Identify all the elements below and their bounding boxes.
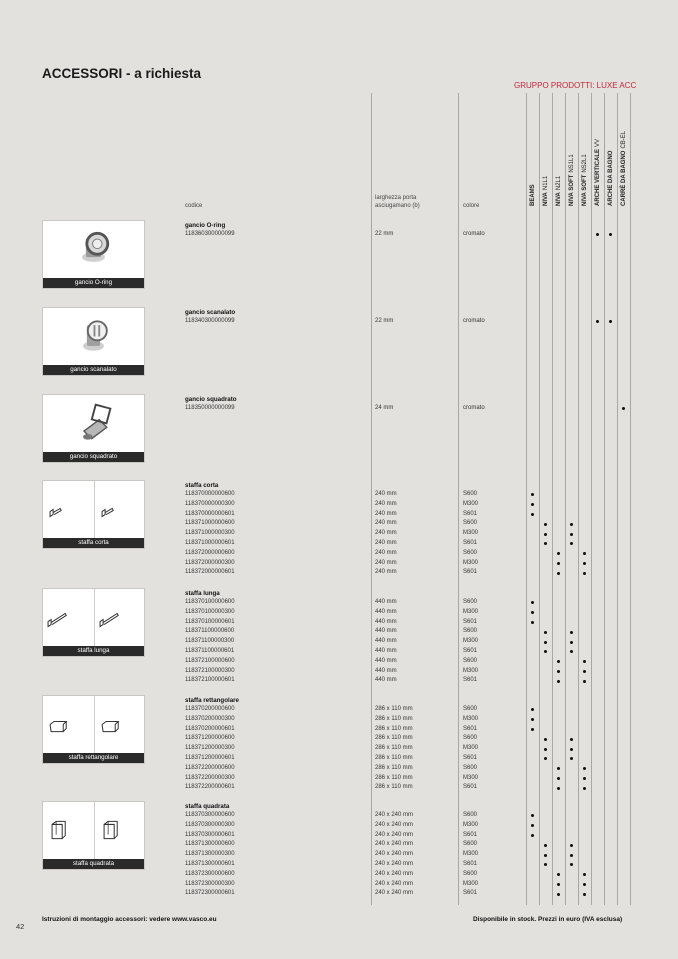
- towel-width: 440 mm: [375, 657, 397, 664]
- towel-width: 440 mm: [375, 667, 397, 674]
- towel-width: 240 mm: [375, 530, 397, 537]
- towel-width: 240 mm: [375, 540, 397, 546]
- finish-color: S601: [463, 831, 478, 838]
- product-code: 118371000000601: [185, 540, 235, 546]
- towel-width: 286 x 110 mm: [375, 774, 413, 781]
- model-column-header: [567, 106, 577, 206]
- finish-color: S601: [463, 648, 478, 654]
- product-image: [42, 480, 145, 549]
- product-image-caption: gancio O-ring: [43, 278, 144, 288]
- compatibility-dot: [570, 650, 573, 653]
- model-code: NS2L1: [582, 154, 588, 173]
- model-column-header: [619, 106, 629, 206]
- finish-color: S600: [463, 870, 478, 877]
- product-image-caption: gancio squadrato: [43, 452, 144, 462]
- towel-width: 440 mm: [375, 608, 397, 615]
- product-code: 118370100000601: [185, 618, 235, 625]
- compatibility-dot: [570, 631, 573, 634]
- model-column-header: [541, 106, 551, 206]
- finish-color: M300: [463, 559, 479, 566]
- compatibility-dot: [570, 523, 573, 526]
- compatibility-dot: [544, 854, 547, 857]
- finish-color: M300: [463, 880, 479, 887]
- product-code: 118370300000601: [185, 831, 235, 838]
- towel-width: 240 x 240 mm: [375, 851, 414, 858]
- model-column-divider: [526, 93, 527, 905]
- finish-color: M300: [463, 745, 479, 752]
- compatibility-dot: [609, 320, 612, 323]
- product-name: gancio squadrato: [185, 396, 237, 403]
- compatibility-dot: [544, 641, 547, 644]
- long-bracket-icon: [43, 589, 94, 646]
- compatibility-dot: [531, 503, 534, 506]
- model-column-header: [593, 106, 603, 206]
- compatibility-dot: [583, 552, 586, 555]
- finish-color: S601: [463, 725, 478, 732]
- product-code: 118372200000600: [185, 764, 235, 771]
- model-code: N2L1: [556, 175, 562, 191]
- finish-color: S600: [463, 657, 478, 664]
- finish-color: S600: [463, 599, 478, 605]
- product-image: [42, 695, 145, 764]
- product-image: [42, 220, 145, 289]
- compatibility-dot: [557, 893, 560, 896]
- finish-color: cromato: [463, 231, 485, 237]
- product-image-caption: gancio scanalato: [43, 365, 144, 375]
- product-code: 118371200000600: [185, 735, 235, 742]
- towel-width: 286 x 110 mm: [375, 784, 413, 791]
- product-image-caption: staffa corta: [43, 538, 144, 548]
- compatibility-dot: [583, 873, 586, 876]
- towel-width: 286 x 110 mm: [375, 725, 413, 732]
- rectangular-bracket-icon: [43, 696, 94, 753]
- towel-width: 286 x 110 mm: [375, 764, 413, 771]
- compatibility-dot: [583, 680, 586, 683]
- towel-width: 240 x 240 mm: [375, 831, 414, 838]
- compatibility-dot: [531, 728, 534, 731]
- compatibility-dot: [583, 572, 586, 575]
- compatibility-dot: [570, 641, 573, 644]
- model-column-header: [554, 106, 564, 206]
- product-code: 118370200000601: [185, 725, 235, 732]
- product-name: staffa rettangolare: [185, 697, 239, 704]
- finish-color: S601: [463, 510, 478, 517]
- product-code: 118370000000300: [185, 500, 235, 507]
- compatibility-dot: [557, 680, 560, 683]
- compatibility-dot: [557, 883, 560, 886]
- model-name: ARCHE VERTICALE: [595, 148, 601, 206]
- model-column-divider: [565, 93, 566, 905]
- finish-color: S600: [463, 491, 478, 497]
- compatibility-dot: [609, 233, 612, 236]
- model-code: VV: [595, 138, 601, 147]
- finish-color: M300: [463, 774, 479, 781]
- square-bracket-icon: [94, 802, 146, 859]
- compatibility-dot: [570, 748, 573, 751]
- compatibility-dot: [544, 757, 547, 760]
- compatibility-dot: [557, 660, 560, 663]
- finish-color: M300: [463, 667, 479, 674]
- towel-width: 240 x 240 mm: [375, 821, 414, 828]
- model-name: NIVA SOFT: [569, 174, 575, 206]
- towel-width: 240 mm: [375, 549, 397, 556]
- compatibility-dot: [583, 893, 586, 896]
- compatibility-dot: [544, 650, 547, 653]
- model-column-divider: [630, 93, 631, 905]
- towel-width: 240 x 240 mm: [375, 841, 414, 848]
- towel-width: 240 x 240 mm: [375, 812, 414, 818]
- towel-width: 240 x 240 mm: [375, 861, 414, 867]
- finish-color: S601: [463, 569, 478, 576]
- finish-color: S601: [463, 755, 478, 761]
- product-code: 118371000000600: [185, 520, 235, 527]
- product-code: 118371000000300: [185, 530, 235, 537]
- compatibility-dot: [531, 601, 534, 604]
- towel-width: 240 mm: [375, 520, 397, 527]
- finish-color: M300: [463, 638, 479, 645]
- page-title: ACCESSORI - a richiesta: [42, 66, 202, 81]
- compatibility-dot: [570, 738, 573, 741]
- towel-width: 240 mm: [375, 500, 397, 507]
- square-hook-icon: [43, 395, 144, 452]
- compatibility-dot: [544, 542, 547, 545]
- product-code: 118370200000600: [185, 706, 235, 712]
- compatibility-dot: [544, 738, 547, 741]
- finish-color: M300: [463, 715, 479, 722]
- product-code: 118371200000300: [185, 745, 235, 752]
- product-image-caption: staffa quadrata: [43, 859, 144, 869]
- short-bracket-icon: [43, 481, 94, 538]
- model-code: N1L1: [543, 175, 549, 191]
- compatibility-dot: [531, 834, 534, 837]
- compatibility-dot: [583, 670, 586, 673]
- finish-color: S600: [463, 735, 478, 742]
- model-name: NIVA: [556, 192, 562, 206]
- compatibility-dot: [531, 814, 534, 817]
- model-name: ARCHE DA BAGNO: [608, 150, 614, 206]
- compatibility-dot: [557, 873, 560, 876]
- product-name: staffa lunga: [185, 590, 220, 597]
- short-bracket-icon: [94, 481, 146, 538]
- compatibility-dot: [583, 787, 586, 790]
- towel-width: 286 x 110 mm: [375, 706, 413, 712]
- product-name: gancio O-ring: [185, 222, 226, 229]
- compatibility-dot: [557, 777, 560, 780]
- compatibility-dot: [570, 757, 573, 760]
- product-code: 118372000000601: [185, 569, 235, 576]
- towel-width: 440 mm: [375, 628, 397, 635]
- header-larghezza: larghezza porta asciugamano (b): [375, 195, 420, 209]
- footer-instructions: Istruzioni di montaggio accessori: vedere www.vasco.eu: [42, 916, 217, 923]
- compatibility-dot: [544, 863, 547, 866]
- finish-color: S600: [463, 706, 478, 712]
- product-code: 118372000000300: [185, 559, 235, 566]
- o-ring-hook-icon: [43, 221, 144, 278]
- product-code: 118371100000600: [185, 628, 235, 635]
- finish-color: S601: [463, 540, 478, 546]
- compatibility-dot: [557, 552, 560, 555]
- towel-width: 440 mm: [375, 648, 397, 654]
- towel-width: 22 mm: [375, 318, 394, 324]
- model-column-divider: [552, 93, 553, 905]
- model-column-divider: [539, 93, 540, 905]
- towel-width: 286 x 110 mm: [375, 755, 413, 761]
- compatibility-dot: [596, 233, 599, 236]
- product-code: 118370000000600: [185, 491, 235, 497]
- model-column-header: [606, 106, 616, 206]
- finish-color: S601: [463, 890, 478, 897]
- compatibility-dot: [570, 533, 573, 536]
- page-number: 42: [16, 922, 25, 931]
- finish-color: cromato: [463, 405, 485, 411]
- compatibility-dot: [570, 844, 573, 847]
- towel-width: 440 mm: [375, 599, 397, 605]
- product-code: 118371300000600: [185, 841, 235, 848]
- finish-color: S601: [463, 677, 478, 684]
- product-code: 118372300000601: [185, 890, 235, 897]
- finish-color: cromato: [463, 318, 485, 324]
- compatibility-dot: [570, 542, 573, 545]
- column-divider: [458, 93, 459, 905]
- header-codice: codice: [185, 203, 203, 209]
- product-image: [42, 801, 145, 870]
- model-code: CB-EL: [621, 130, 627, 149]
- product-name: staffa corta: [185, 482, 219, 489]
- finish-color: S600: [463, 549, 478, 556]
- compatibility-dot: [557, 572, 560, 575]
- product-image: [42, 307, 145, 376]
- product-code: 118371200000601: [185, 755, 235, 761]
- towel-width: 240 x 240 mm: [375, 870, 414, 877]
- product-code: 118370100000300: [185, 608, 235, 615]
- product-image: [42, 394, 145, 463]
- product-code: 118372100000300: [185, 667, 235, 674]
- model-column-divider: [578, 93, 579, 905]
- square-bracket-icon: [43, 802, 94, 859]
- header-colore: colore: [463, 203, 480, 209]
- product-code: 118370300000300: [185, 821, 235, 828]
- finish-color: S601: [463, 861, 478, 867]
- finish-color: S600: [463, 628, 478, 635]
- compatibility-dot: [557, 787, 560, 790]
- compatibility-dot: [557, 562, 560, 565]
- product-code: 118372100000600: [185, 657, 235, 664]
- towel-width: 440 mm: [375, 618, 397, 625]
- compatibility-dot: [544, 533, 547, 536]
- product-group-label: GRUPPO PRODOTTI: LUXE ACC: [514, 81, 637, 90]
- towel-width: 286 x 110 mm: [375, 745, 413, 752]
- product-code: 118372300000300: [185, 880, 235, 887]
- product-code: 118371300000300: [185, 851, 235, 858]
- model-column-header: [580, 106, 590, 206]
- towel-width: 240 mm: [375, 559, 397, 566]
- product-code: 118372200000601: [185, 784, 235, 791]
- product-code: 118371300000601: [185, 861, 235, 867]
- finish-color: S601: [463, 784, 478, 791]
- product-code: 118370000000601: [185, 510, 235, 517]
- product-image-caption: staffa lunga: [43, 646, 144, 656]
- compatibility-dot: [544, 844, 547, 847]
- compatibility-dot: [570, 854, 573, 857]
- compatibility-dot: [531, 718, 534, 721]
- towel-width: 24 mm: [375, 405, 394, 411]
- compatibility-dot: [557, 767, 560, 770]
- product-image: [42, 588, 145, 657]
- finish-color: S600: [463, 520, 478, 527]
- finish-color: S600: [463, 812, 478, 818]
- product-code: 118372100000601: [185, 677, 235, 684]
- compatibility-dot: [531, 611, 534, 614]
- grooved-hook-icon: [43, 308, 144, 365]
- product-code: 118372000000600: [185, 549, 235, 556]
- compatibility-dot: [531, 708, 534, 711]
- product-code: 118360300000099: [185, 231, 235, 237]
- model-column-divider: [604, 93, 605, 905]
- towel-width: 240 mm: [375, 569, 397, 576]
- compatibility-dot: [531, 621, 534, 624]
- footer-availability: Disponibile in stock. Prezzi in euro (IVA esclusa): [473, 916, 623, 923]
- towel-width: 440 mm: [375, 638, 397, 645]
- rectangular-bracket-icon: [94, 696, 146, 753]
- long-bracket-icon: [94, 589, 146, 646]
- product-code: 118371100000300: [185, 638, 235, 645]
- compatibility-dot: [544, 523, 547, 526]
- towel-width: 240 x 240 mm: [375, 890, 414, 897]
- towel-width: 286 x 110 mm: [375, 735, 413, 742]
- model-column-header: [528, 106, 538, 206]
- finish-color: M300: [463, 500, 479, 507]
- compatibility-dot: [583, 562, 586, 565]
- model-name: NIVA SOFT: [582, 174, 588, 206]
- compatibility-dot: [544, 631, 547, 634]
- product-image-caption: staffa rettangolare: [43, 753, 144, 763]
- compatibility-dot: [531, 493, 534, 496]
- finish-color: M300: [463, 821, 479, 828]
- towel-width: 240 mm: [375, 510, 397, 517]
- column-divider: [371, 93, 372, 905]
- compatibility-dot: [622, 407, 625, 410]
- towel-width: 240 x 240 mm: [375, 880, 414, 887]
- compatibility-dot: [596, 320, 599, 323]
- product-code: 118371100000601: [185, 648, 235, 654]
- finish-color: M300: [463, 851, 479, 858]
- compatibility-dot: [583, 767, 586, 770]
- towel-width: 22 mm: [375, 231, 394, 237]
- compatibility-dot: [583, 883, 586, 886]
- product-code: 118370300000600: [185, 812, 235, 818]
- model-code: NS1L1: [569, 154, 575, 173]
- product-code: 118372300000600: [185, 870, 235, 877]
- finish-color: S600: [463, 764, 478, 771]
- finish-color: S600: [463, 841, 478, 848]
- compatibility-dot: [544, 748, 547, 751]
- product-code: 118372200000300: [185, 774, 235, 781]
- product-name: staffa quadrata: [185, 803, 230, 810]
- product-code: 118340300000099: [185, 318, 235, 324]
- compatibility-dot: [531, 513, 534, 516]
- towel-width: 286 x 110 mm: [375, 715, 413, 722]
- model-column-divider: [591, 93, 592, 905]
- compatibility-dot: [570, 863, 573, 866]
- model-name: NIVA: [543, 192, 549, 206]
- model-name: CARRÈ DA BAGNO: [621, 150, 627, 206]
- model-column-divider: [617, 93, 618, 905]
- towel-width: 240 mm: [375, 491, 397, 497]
- towel-width: 440 mm: [375, 677, 397, 684]
- product-code: 118350000000099: [185, 405, 235, 411]
- compatibility-dot: [531, 824, 534, 827]
- product-code: 118370200000300: [185, 715, 235, 722]
- compatibility-dot: [583, 777, 586, 780]
- finish-color: M300: [463, 608, 479, 615]
- finish-color: M300: [463, 530, 479, 537]
- finish-color: S601: [463, 618, 478, 625]
- model-name: BEAMS: [530, 184, 536, 206]
- product-code: 118370100000600: [185, 599, 235, 605]
- compatibility-dot: [557, 670, 560, 673]
- product-name: gancio scanalato: [185, 309, 236, 316]
- compatibility-dot: [583, 660, 586, 663]
